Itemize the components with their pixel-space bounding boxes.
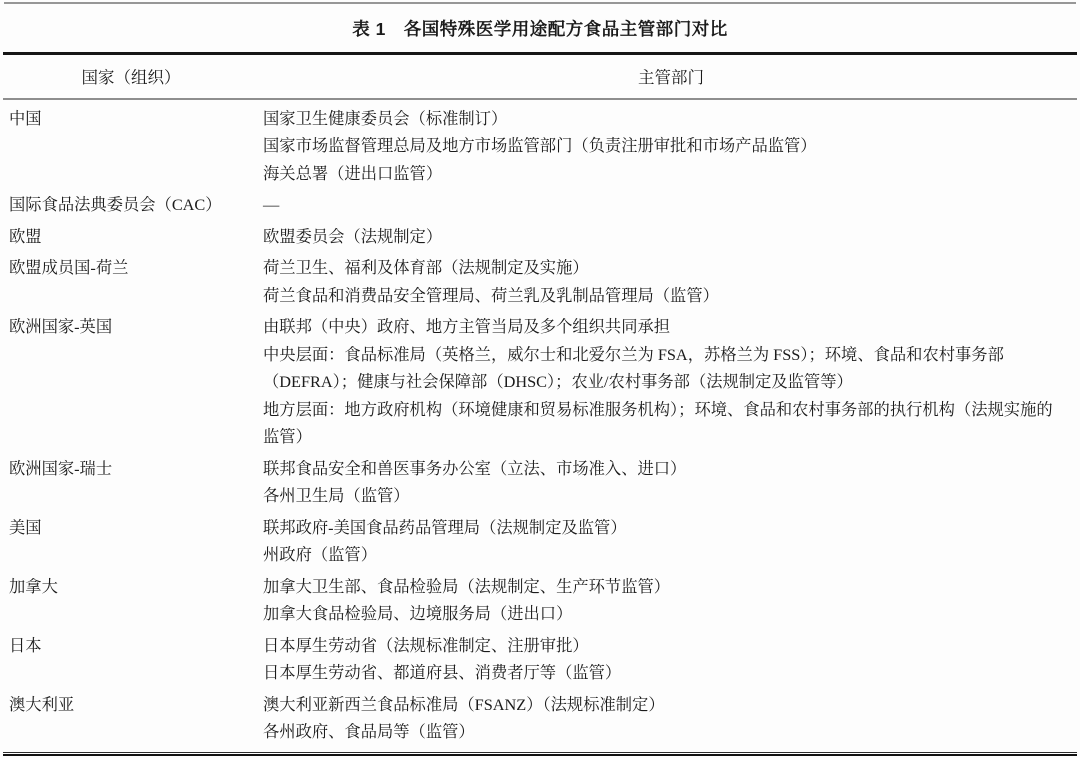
country-cell: 欧洲国家-瑞士 xyxy=(9,458,113,478)
country-cell: 中国 xyxy=(9,108,42,128)
department-line: 荷兰食品和消费品安全管理局、荷兰乳及乳制品管理局（监管） xyxy=(263,285,719,305)
department-cell xyxy=(263,223,1080,251)
department-line: 日本厚生劳动省、都道府县、消费者厅等（监管） xyxy=(263,663,622,682)
department-cell xyxy=(263,691,1080,746)
department-line: 中央层面：食品标准局（英格兰，威尔士和北爱尔兰为 FSA，苏格兰为 FSS）；环境、食品和农村事务部（DEFRA）；健康与社会保障部（DHSC）；农业/农村事务部（法规制定及监管等） xyxy=(263,344,1004,391)
department-cell xyxy=(263,455,1080,510)
department-cell xyxy=(263,254,1080,309)
department-cell xyxy=(263,573,1080,628)
column-header-department: 主管部门 xyxy=(638,68,704,87)
department-line: — xyxy=(263,195,280,214)
department-cell xyxy=(263,313,1080,451)
table-row xyxy=(0,252,1080,311)
country-cell: 加拿大 xyxy=(9,576,58,596)
department-line: 加拿大卫生部、食品检验局（法规制定、生产环节监管） xyxy=(263,576,671,596)
country-cell: 欧盟 xyxy=(9,226,42,246)
table-row xyxy=(0,103,1080,190)
country-cell: 日本 xyxy=(9,635,42,655)
table-body xyxy=(0,100,1080,752)
department-line: 各州政府、食品局等（监管） xyxy=(263,722,475,741)
table-row xyxy=(0,453,1080,512)
department-line: 国家市场监督管理总局及地方市场监管部门（负责注册审批和市场产品监管） xyxy=(263,136,817,155)
country-cell: 欧盟成员国-荷兰 xyxy=(9,258,129,277)
department-line: 地方层面：地方政府机构（环境健康和贸易标准服务机构）；环境、食品和农村事务部的执行机构（法规实施的监管） xyxy=(263,399,1053,446)
country-cell: 美国 xyxy=(9,517,42,537)
department-cell xyxy=(263,514,1080,569)
country-cell: 国际食品法典委员会（CAC） xyxy=(9,195,222,214)
department-cell xyxy=(263,632,1080,687)
table-bottom-rule xyxy=(3,752,1077,757)
department-line: 日本厚生劳动省（法规标准制定、注册审批） xyxy=(263,635,589,655)
country-cell: 欧洲国家-英国 xyxy=(9,317,113,336)
table-row xyxy=(0,311,1080,453)
country-cell: 澳大利亚 xyxy=(9,694,75,714)
department-line: 由联邦（中央）政府、地方主管当局及多个组织共同承担 xyxy=(263,317,671,336)
department-line: 联邦政府-美国食品药品管理局（法规制定及监管） xyxy=(263,517,627,537)
table-row xyxy=(0,221,1080,253)
department-line: 国家卫生健康委员会（标准制订） xyxy=(263,108,508,128)
table-header-row xyxy=(0,55,1080,98)
table-row xyxy=(0,189,1080,221)
table-row xyxy=(0,571,1080,630)
table-row xyxy=(0,630,1080,689)
table-row xyxy=(0,512,1080,571)
department-line: 海关总署（进出口监管） xyxy=(263,163,443,183)
department-line: 各州卫生局（监管） xyxy=(263,486,410,505)
department-line: 加拿大食品检验局、边境服务局（进出口） xyxy=(263,604,573,623)
table-row xyxy=(0,689,1080,748)
table-title: 表 1 各国特殊医学用途配方食品主管部门对比 xyxy=(352,19,728,39)
department-cell xyxy=(263,191,1080,219)
department-line: 州政府（监管） xyxy=(263,545,377,564)
department-cell xyxy=(263,105,1080,188)
column-header-country: 国家（组织） xyxy=(81,68,181,87)
department-line: 澳大利亚新西兰食品标准局（FSANZ）（法规标准制定） xyxy=(263,694,665,714)
department-line: 荷兰卫生、福利及体育部（法规制定及实施） xyxy=(263,258,589,277)
department-line: 联邦食品安全和兽医事务办公室（立法、市场准入、进口） xyxy=(263,458,687,478)
department-line: 欧盟委员会（法规制定） xyxy=(263,226,443,246)
